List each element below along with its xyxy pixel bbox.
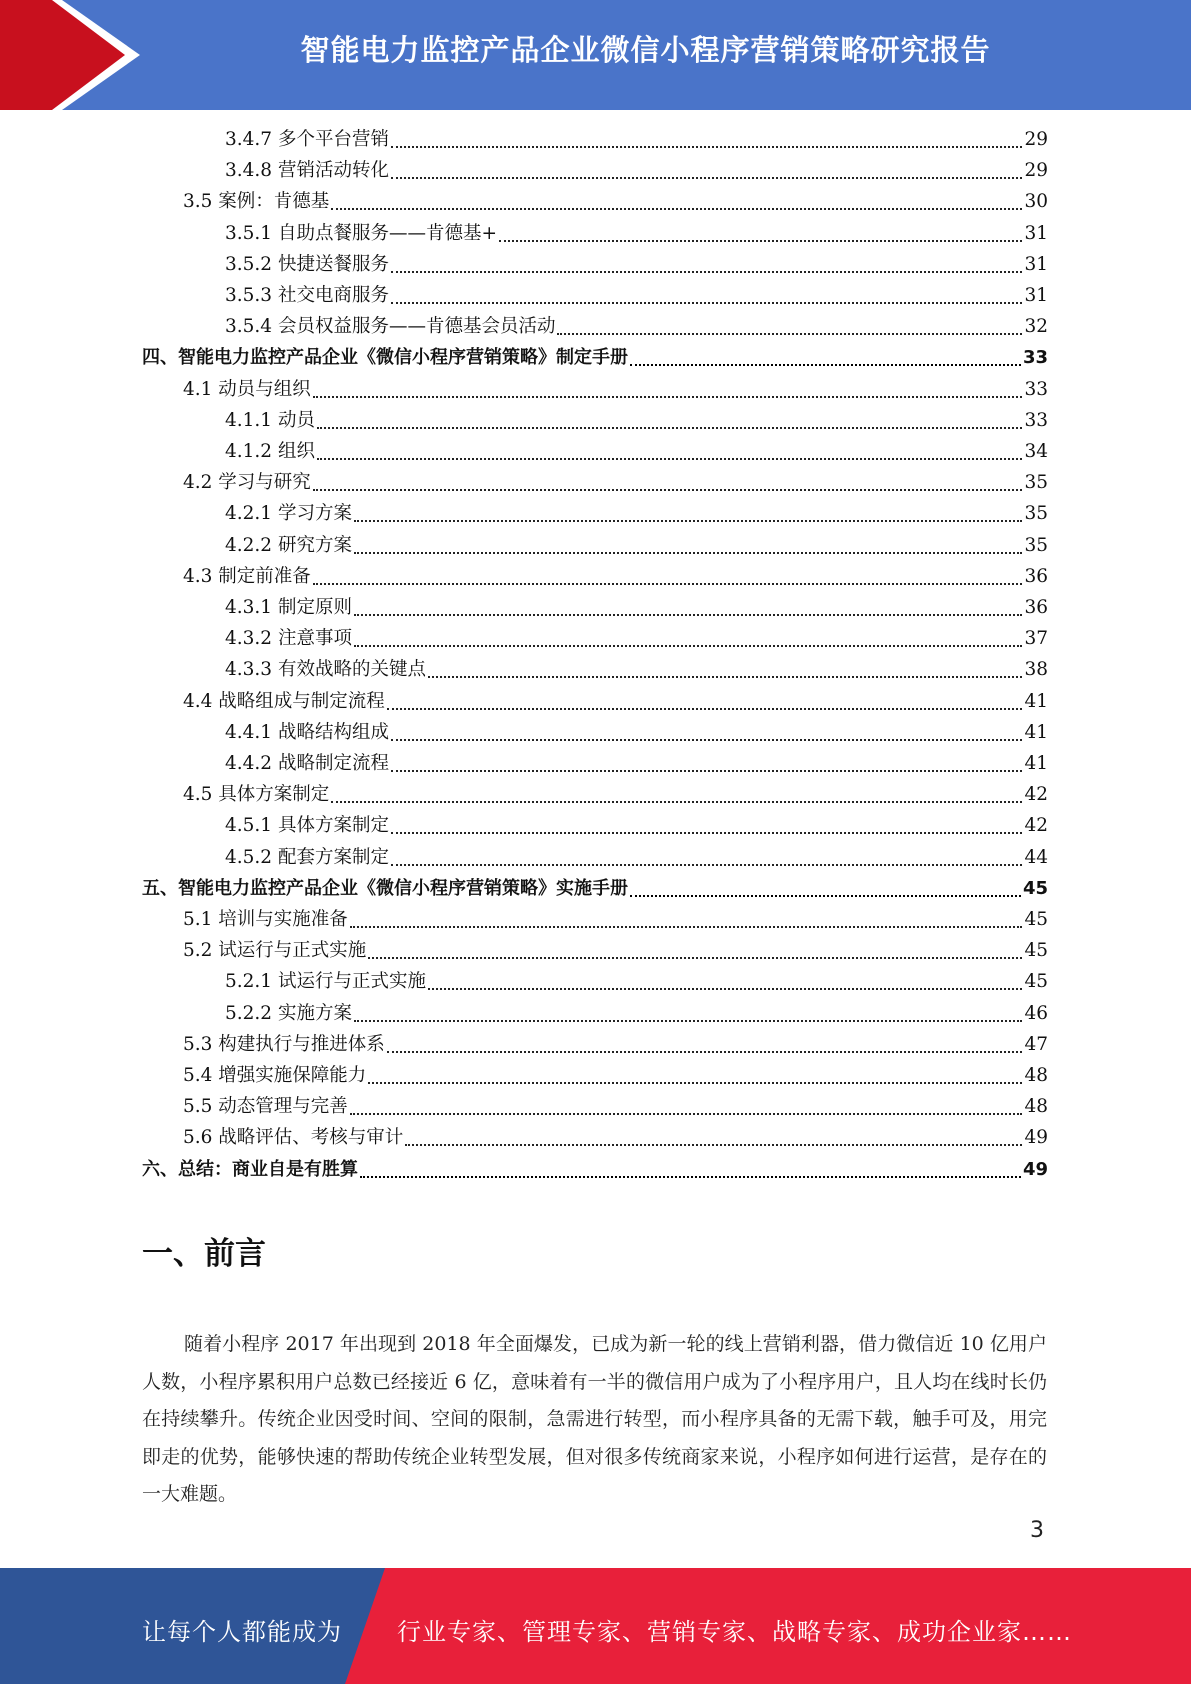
- toc-leader-dots: [391, 750, 1022, 772]
- toc-entry[interactable]: [183, 906, 1048, 934]
- section-paragraph: 随着小程序 2017 年出现到 2018 年全面爆发，已成为新一轮的线上营销利器，借力微信近 10 亿用户人数，小程序累积用户总数已经接近 6 亿，意味着有一半的微信用户成为了小程序用户，且人均在线时长仍在持续攀升。传统企业因受时间、空间的限制，急需进行转型，而小程序具备的无需下载，触手可及，用完即走的优势，能够快速的帮助传统企业转型发展，但对很多传统商家来说，小程序如何进行运营，是存在的一大难题。: [142, 1333, 1047, 1505]
- toc-entry-label: 4.4.1 战略结构组成: [225, 721, 389, 743]
- toc-leader-dots: [499, 220, 1022, 242]
- toc-entry[interactable]: [225, 1000, 1048, 1028]
- toc-leader-dots: [630, 344, 1021, 366]
- toc-entry-page: 33: [1022, 347, 1048, 369]
- toc-entry[interactable]: [225, 157, 1048, 185]
- toc-entry-label: 五、智能电力监控产品企业《微信小程序营销策略》实施手册: [142, 877, 628, 899]
- toc-entry-label: 3.4.7 多个平台营销: [225, 129, 389, 150]
- toc-leader-dots: [313, 469, 1023, 491]
- toc-entry[interactable]: [225, 532, 1048, 560]
- toc-entry-page: 31: [1024, 253, 1048, 275]
- toc-leader-dots: [405, 1124, 1022, 1146]
- toc-entry[interactable]: [142, 344, 1048, 372]
- toc-entry-page: 29: [1024, 160, 1048, 182]
- toc-entry-label: 4.3.3 有效战略的关键点: [225, 659, 426, 681]
- toc-entry[interactable]: [225, 719, 1048, 747]
- toc-leader-dots: [354, 1000, 1023, 1022]
- toc-leader-dots: [387, 688, 1023, 710]
- toc-entry-label: 3.4.8 营销活动转化: [225, 160, 389, 182]
- toc-entry[interactable]: [225, 968, 1048, 996]
- toc-entry-page: 38: [1024, 659, 1048, 681]
- toc-leader-dots: [350, 906, 1023, 928]
- toc-entry-label: 4.2.2 研究方案: [225, 534, 352, 556]
- toc-entry-label: 5.3 构建执行与推进体系: [183, 1033, 385, 1055]
- toc-leader-dots: [387, 1031, 1023, 1053]
- toc-entry-label: 3.5.4 会员权益服务——肯德基会员活动: [225, 316, 556, 338]
- toc-entry-page: 45: [1024, 971, 1048, 993]
- toc-entry[interactable]: [225, 407, 1048, 435]
- toc-entry-page: 35: [1024, 472, 1048, 494]
- toc-leader-dots: [391, 157, 1022, 179]
- toc-leader-dots: [368, 937, 1022, 959]
- toc-entry-page: 35: [1024, 503, 1048, 525]
- toc-leader-dots: [391, 844, 1022, 866]
- toc-entry-page: 32: [1024, 316, 1048, 338]
- toc-entry-page: 45: [1024, 940, 1048, 962]
- toc-leader-dots: [354, 625, 1023, 647]
- toc-leader-dots: [313, 563, 1023, 585]
- toc-entry-label: 四、智能电力监控产品企业《微信小程序营销策略》制定手册: [142, 347, 628, 369]
- toc-entry[interactable]: [225, 438, 1048, 466]
- toc-entry[interactable]: [225, 812, 1048, 840]
- toc-entry-page: 36: [1024, 565, 1048, 587]
- toc-entry-label: 4.1.2 组织: [225, 441, 315, 462]
- toc-entry-label: 3.5.3 社交电商服务: [225, 285, 389, 306]
- toc-entry[interactable]: [183, 1093, 1048, 1121]
- toc-leader-dots: [391, 812, 1022, 834]
- toc-entry-label: 5.6 战略评估、考核与审计: [183, 1127, 404, 1149]
- toc-leader-dots: [630, 875, 1021, 897]
- toc-entry-page: 41: [1024, 690, 1048, 712]
- toc-entry[interactable]: [225, 625, 1048, 653]
- toc-entry-page: 44: [1024, 846, 1048, 868]
- toc-entry-page: 31: [1024, 285, 1048, 306]
- toc-entry[interactable]: [183, 1124, 1048, 1152]
- toc-entry[interactable]: [225, 594, 1048, 622]
- toc-leader-dots: [354, 594, 1023, 616]
- toc-entry-page: 31: [1024, 222, 1048, 244]
- toc-entry[interactable]: [183, 937, 1048, 965]
- toc-entry-page: 42: [1024, 784, 1048, 806]
- toc-leader-dots: [391, 126, 1022, 148]
- toc-entry-label: 4.5 具体方案制定: [183, 784, 330, 806]
- toc-leader-dots: [391, 251, 1022, 273]
- toc-entry-page: 37: [1024, 628, 1048, 650]
- page-header: [0, 0, 1191, 110]
- page-footer: [0, 1568, 1191, 1684]
- toc-leader-dots: [360, 1156, 1021, 1178]
- toc-entry-page: 48: [1024, 1065, 1048, 1086]
- toc-entry-label: 4.5.1 具体方案制定: [225, 815, 389, 837]
- toc-leader-dots: [317, 438, 1023, 460]
- toc-entry[interactable]: [183, 781, 1048, 809]
- toc-entry-page: 49: [1022, 1158, 1048, 1180]
- toc-entry-page: 49: [1024, 1127, 1048, 1149]
- toc-entry-label: 3.5 案例：肯德基: [183, 191, 330, 213]
- toc-leader-dots: [428, 656, 1022, 678]
- toc-entry-label: 4.1 动员与组织: [183, 378, 311, 400]
- toc-entry[interactable]: [225, 844, 1048, 872]
- toc-entry-page: 47: [1024, 1033, 1048, 1055]
- toc-entry-page: 33: [1024, 378, 1048, 400]
- toc-leader-dots: [313, 376, 1023, 398]
- toc-leader-dots: [368, 1062, 1022, 1084]
- page-number: 3: [1030, 1518, 1044, 1543]
- header-title: 智能电力监控产品企业微信小程序营销策略研究报告: [300, 33, 991, 67]
- toc-entry[interactable]: [225, 750, 1048, 778]
- toc-leader-dots: [354, 500, 1023, 522]
- toc-entry-page: 33: [1024, 409, 1048, 431]
- toc-leader-dots: [391, 719, 1022, 741]
- footer-slogan-left: 让每个人都能成为: [142, 1618, 342, 1646]
- toc-entry-page: 48: [1024, 1096, 1048, 1118]
- toc-entry-label: 5.2.2 实施方案: [225, 1002, 352, 1024]
- toc-entry-label: 3.5.1 自助点餐服务——肯德基+: [225, 222, 497, 244]
- toc-entry-label: 4.3.1 制定原则: [225, 597, 352, 618]
- footer-slogan-right: 行业专家、管理专家、营销专家、战略专家、成功企业家……: [397, 1618, 1072, 1646]
- toc-entry[interactable]: [225, 251, 1048, 279]
- toc-entry[interactable]: [225, 313, 1048, 341]
- toc-entry-label: 4.4.2 战略制定流程: [225, 753, 389, 774]
- toc-entry-label: 4.2.1 学习方案: [225, 503, 352, 525]
- toc-entry[interactable]: [183, 376, 1048, 404]
- toc-entry-label: 4.4 战略组成与制定流程: [183, 690, 385, 712]
- toc-entry-label: 4.3 制定前准备: [183, 565, 311, 587]
- toc-entry[interactable]: [183, 1031, 1048, 1059]
- toc-entry[interactable]: [225, 656, 1048, 684]
- toc-entry[interactable]: [183, 1062, 1048, 1090]
- toc-entry-page: 36: [1024, 597, 1048, 618]
- toc-entry-label: 5.2.1 试运行与正式实施: [225, 971, 426, 993]
- toc-entry[interactable]: [225, 220, 1048, 248]
- toc-entry[interactable]: [183, 688, 1048, 716]
- toc-entry[interactable]: [142, 875, 1048, 903]
- toc-leader-dots: [350, 1093, 1023, 1115]
- toc-leader-dots: [354, 532, 1023, 554]
- toc-entry-page: 29: [1024, 129, 1048, 150]
- toc-entry-label: 5.4 增强实施保障能力: [183, 1065, 367, 1086]
- toc-entry-page: 35: [1024, 534, 1048, 556]
- toc-entry-label: 5.1 培训与实施准备: [183, 909, 348, 930]
- toc-entry-label: 4.2 学习与研究: [183, 472, 311, 494]
- toc-entry-page: 45: [1024, 909, 1048, 930]
- toc-entry[interactable]: [183, 188, 1048, 216]
- toc-entry[interactable]: [183, 469, 1048, 497]
- toc-leader-dots: [331, 188, 1022, 210]
- toc-entry-label: 5.5 动态管理与完善: [183, 1096, 348, 1118]
- toc-entry[interactable]: [225, 282, 1048, 310]
- toc-entry[interactable]: [142, 1156, 1048, 1184]
- toc-leader-dots: [331, 781, 1022, 803]
- section-heading: 一、前言: [142, 1236, 266, 1272]
- toc-entry-page: 34: [1024, 441, 1048, 462]
- toc-leader-dots: [428, 968, 1022, 990]
- toc-entry-page: 30: [1024, 191, 1048, 213]
- toc-entry[interactable]: [183, 563, 1048, 591]
- toc-entry-label: 六、总结：商业自是有胜算: [142, 1158, 358, 1180]
- toc-entry-label: 4.1.1 动员: [225, 409, 315, 431]
- toc-entry-page: 41: [1024, 721, 1048, 743]
- toc-entry-page: 46: [1024, 1002, 1048, 1024]
- toc-entry[interactable]: [225, 126, 1048, 154]
- toc-entry-page: 42: [1024, 815, 1048, 837]
- toc-entry-label: 3.5.2 快捷送餐服务: [225, 253, 389, 275]
- toc-leader-dots: [317, 407, 1023, 429]
- toc-entry-page: 45: [1022, 877, 1048, 899]
- toc-entry-label: 5.2 试运行与正式实施: [183, 940, 367, 962]
- toc-entry-label: 4.3.2 注意事项: [225, 628, 352, 650]
- toc-entry-label: 4.5.2 配套方案制定: [225, 846, 389, 868]
- toc-leader-dots: [557, 313, 1022, 335]
- toc-leader-dots: [391, 282, 1022, 304]
- toc-entry-page: 41: [1024, 753, 1048, 774]
- toc-entry[interactable]: [225, 500, 1048, 528]
